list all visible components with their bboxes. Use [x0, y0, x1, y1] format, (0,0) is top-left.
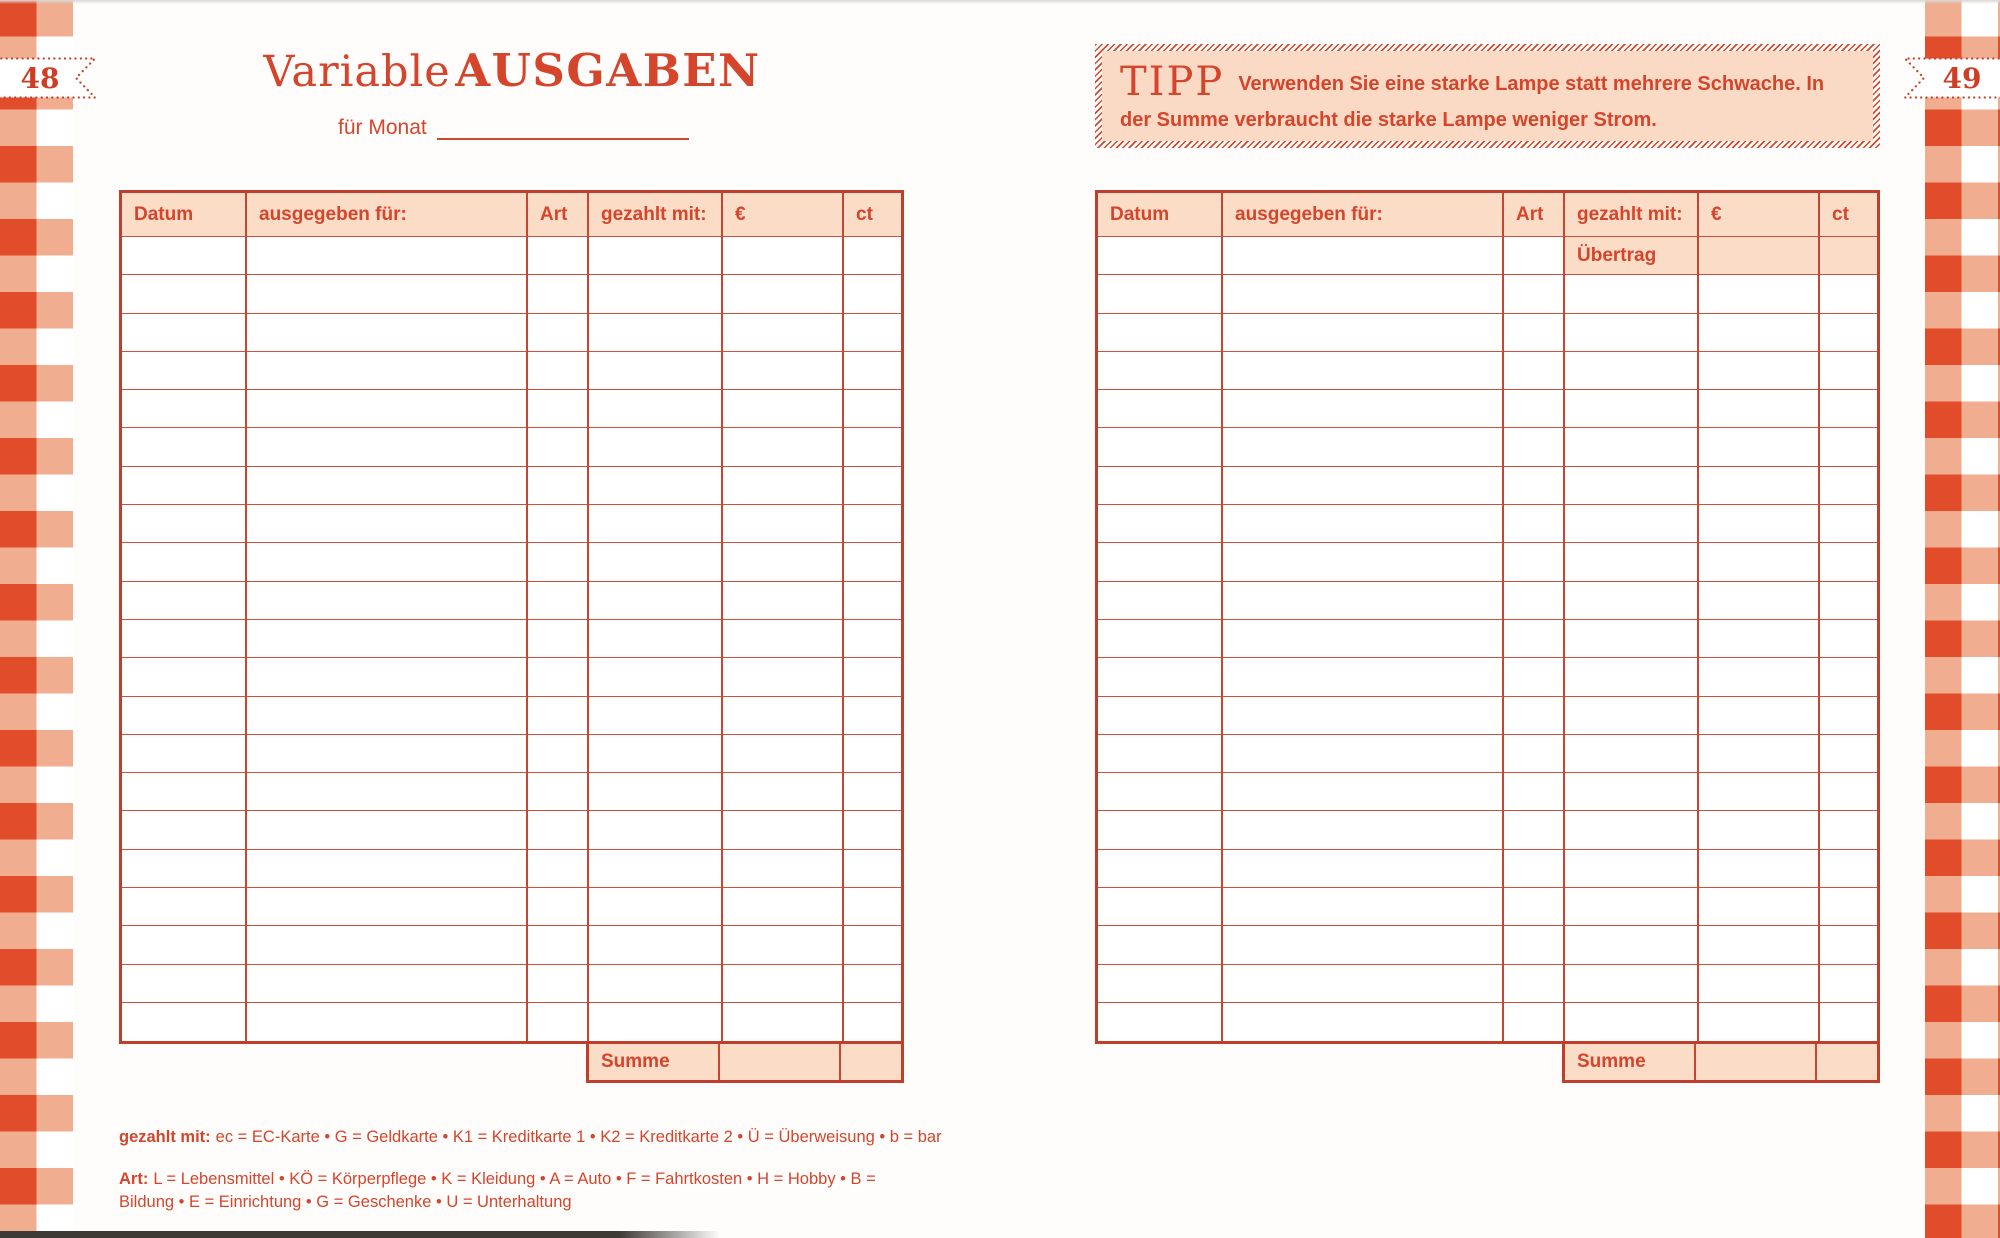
table-cell[interactable]: [589, 275, 723, 313]
table-cell[interactable]: [1504, 811, 1565, 849]
tip-label: TIPP: [1120, 59, 1225, 105]
table-cell[interactable]: [589, 620, 723, 658]
expense-table-right: [1095, 190, 1880, 1044]
table-cell[interactable]: [1504, 314, 1565, 352]
table-cell[interactable]: [1504, 390, 1565, 428]
table-cell[interactable]: [247, 888, 528, 926]
table-cell[interactable]: [1098, 773, 1223, 811]
table-cell[interactable]: [723, 352, 844, 390]
table-cell[interactable]: [1098, 467, 1223, 505]
table-cell[interactable]: [1565, 543, 1699, 581]
table-cell[interactable]: [247, 697, 528, 735]
table-cell[interactable]: [528, 620, 589, 658]
table-cell[interactable]: [528, 965, 589, 1003]
table-cell[interactable]: [247, 582, 528, 620]
table-cell[interactable]: [723, 620, 844, 658]
table-cell[interactable]: [1098, 926, 1223, 964]
table-cell[interactable]: [1699, 390, 1820, 428]
table-cell[interactable]: [844, 428, 901, 466]
table-cell[interactable]: [1565, 811, 1699, 849]
summe-row-right: [1562, 1041, 1880, 1083]
table-cell[interactable]: [247, 505, 528, 543]
table-cell[interactable]: [1565, 390, 1699, 428]
table-cell[interactable]: [247, 314, 528, 352]
table-cell[interactable]: [247, 275, 528, 313]
table-cell[interactable]: [1699, 543, 1820, 581]
column-header: ct: [844, 193, 901, 237]
expense-table-left: [119, 190, 904, 1044]
table-cell[interactable]: [1699, 697, 1820, 735]
table-cell[interactable]: [844, 314, 901, 352]
table-cell[interactable]: [1098, 543, 1223, 581]
table-cell[interactable]: [1098, 658, 1223, 696]
table-cell[interactable]: [1565, 773, 1699, 811]
table-cell[interactable]: [528, 314, 589, 352]
table-cell[interactable]: [1565, 582, 1699, 620]
table-cell[interactable]: [122, 428, 247, 466]
table-cell[interactable]: [528, 543, 589, 581]
table-cell[interactable]: [589, 658, 723, 696]
table-cell[interactable]: [589, 428, 723, 466]
table-cell[interactable]: [1098, 1003, 1223, 1041]
table-cell[interactable]: [1223, 773, 1504, 811]
page-title-bold: AUSGABEN: [455, 44, 761, 97]
table-cell[interactable]: [528, 850, 589, 888]
table-cell[interactable]: [122, 237, 247, 275]
table-cell[interactable]: [1223, 467, 1504, 505]
table-cell[interactable]: [1223, 352, 1504, 390]
column-header: €: [1699, 193, 1820, 237]
table-cell[interactable]: [1565, 428, 1699, 466]
table-cell[interactable]: [1820, 965, 1877, 1003]
table-cell[interactable]: [589, 773, 723, 811]
table-cell[interactable]: [589, 850, 723, 888]
table-cell[interactable]: [723, 505, 844, 543]
summe-label: Summe: [1565, 1044, 1696, 1080]
table-cell[interactable]: [844, 735, 901, 773]
summe-cent-cell[interactable]: [1817, 1044, 1877, 1080]
table-cell[interactable]: [1565, 850, 1699, 888]
table-cell[interactable]: [1820, 658, 1877, 696]
table-cell[interactable]: [122, 965, 247, 1003]
table-cell[interactable]: [528, 888, 589, 926]
table-cell[interactable]: [1820, 543, 1877, 581]
page-number-ribbon-right: [1902, 57, 2000, 99]
table-cell[interactable]: [528, 1003, 589, 1041]
table-cell[interactable]: [1504, 773, 1565, 811]
table-cell[interactable]: [844, 390, 901, 428]
table-cell[interactable]: [122, 697, 247, 735]
table-cell[interactable]: [723, 888, 844, 926]
page-number-right: 49: [1942, 62, 1982, 95]
table-cell[interactable]: [1820, 505, 1877, 543]
table-cell[interactable]: [844, 1003, 901, 1041]
table-cell[interactable]: [589, 314, 723, 352]
table-cell[interactable]: [247, 811, 528, 849]
table-cell[interactable]: [1098, 352, 1223, 390]
table-cell[interactable]: [1098, 697, 1223, 735]
column-header: ausgegeben für:: [247, 193, 528, 237]
table-cell[interactable]: [1223, 1003, 1504, 1041]
table-cell[interactable]: [1565, 965, 1699, 1003]
table-cell[interactable]: [589, 237, 723, 275]
tip-text: Verwenden Sie eine starke Lampe statt mehrere Schwache. In der Summe verbraucht die starke Lampe weniger Strom.: [1120, 73, 1825, 131]
table-cell[interactable]: [723, 582, 844, 620]
table-cell[interactable]: [528, 352, 589, 390]
gingham-border-left: [0, 0, 73, 1238]
table-cell[interactable]: [1504, 237, 1565, 275]
table-cell[interactable]: [528, 773, 589, 811]
month-input-line[interactable]: [437, 112, 689, 140]
table-cell[interactable]: [844, 965, 901, 1003]
table-cell[interactable]: [844, 850, 901, 888]
table-cell[interactable]: [1223, 543, 1504, 581]
table-cell[interactable]: [1699, 275, 1820, 313]
table-cell[interactable]: [1699, 811, 1820, 849]
table-cell[interactable]: [723, 658, 844, 696]
table-cell[interactable]: [528, 582, 589, 620]
table-cell[interactable]: [844, 505, 901, 543]
table-cell[interactable]: [723, 850, 844, 888]
table-cell[interactable]: [528, 505, 589, 543]
column-header: Datum: [122, 193, 247, 237]
table-cell[interactable]: [1504, 505, 1565, 543]
column-header: gezahlt mit:: [589, 193, 723, 237]
table-cell[interactable]: [528, 811, 589, 849]
page-number-left: 48: [20, 62, 60, 95]
table-cell[interactable]: [122, 620, 247, 658]
table-cell[interactable]: [723, 926, 844, 964]
legend-art: [119, 1168, 884, 1214]
table-cell[interactable]: [1504, 352, 1565, 390]
table-cell[interactable]: [122, 582, 247, 620]
table-cell[interactable]: [1820, 582, 1877, 620]
table-cell[interactable]: [122, 658, 247, 696]
page-number-ribbon-left: [0, 57, 98, 99]
table-cell[interactable]: [122, 773, 247, 811]
table-cell[interactable]: [1565, 697, 1699, 735]
column-header: gezahlt mit:: [1565, 193, 1699, 237]
table-cell[interactable]: [122, 811, 247, 849]
table-cell[interactable]: [247, 658, 528, 696]
table-cell[interactable]: [844, 275, 901, 313]
table-cell[interactable]: [723, 697, 844, 735]
table-cell[interactable]: [723, 1003, 844, 1041]
table-cell[interactable]: [1820, 850, 1877, 888]
table-cell[interactable]: [1565, 1003, 1699, 1041]
table-cell[interactable]: [1699, 965, 1820, 1003]
table-cell[interactable]: [589, 888, 723, 926]
table-cell[interactable]: [1699, 314, 1820, 352]
column-header: ct: [1820, 193, 1877, 237]
table-cell[interactable]: [247, 390, 528, 428]
table-cell[interactable]: [1820, 773, 1877, 811]
table-cell[interactable]: [1223, 314, 1504, 352]
month-row: [338, 112, 689, 140]
column-header: Art: [1504, 193, 1565, 237]
table-cell[interactable]: [844, 582, 901, 620]
tip-box: [1095, 44, 1880, 148]
table-cell[interactable]: [247, 543, 528, 581]
table-cell[interactable]: [122, 888, 247, 926]
table-cell[interactable]: [1223, 850, 1504, 888]
table-cell[interactable]: [1098, 237, 1223, 275]
table-cell[interactable]: [1098, 275, 1223, 313]
table-cell[interactable]: [723, 275, 844, 313]
table-cell[interactable]: [122, 850, 247, 888]
summe-euro-cell[interactable]: [720, 1044, 841, 1080]
table-cell[interactable]: [247, 773, 528, 811]
table-cell[interactable]: [589, 926, 723, 964]
table-cell[interactable]: [1098, 390, 1223, 428]
table-cell[interactable]: [589, 505, 723, 543]
table-cell[interactable]: [1223, 237, 1504, 275]
table-cell[interactable]: [1504, 275, 1565, 313]
table-cell[interactable]: [1699, 467, 1820, 505]
table-cell[interactable]: [1699, 582, 1820, 620]
table-cell[interactable]: [122, 467, 247, 505]
table-cell[interactable]: [589, 467, 723, 505]
table-cell[interactable]: [1699, 1003, 1820, 1041]
table-cell[interactable]: [1223, 428, 1504, 466]
table-cell[interactable]: [1223, 888, 1504, 926]
table-cell[interactable]: [1699, 237, 1820, 275]
table-cell[interactable]: [1699, 620, 1820, 658]
table-cell[interactable]: [1098, 965, 1223, 1003]
table-cell[interactable]: [589, 543, 723, 581]
table-cell[interactable]: [1223, 505, 1504, 543]
table-cell[interactable]: [247, 1003, 528, 1041]
table-cell[interactable]: [1223, 390, 1504, 428]
page-title: [119, 44, 905, 97]
table-cell[interactable]: [1565, 926, 1699, 964]
table-cell[interactable]: [122, 543, 247, 581]
table-cell[interactable]: [122, 352, 247, 390]
table-cell[interactable]: [1098, 314, 1223, 352]
table-cell[interactable]: [1504, 1003, 1565, 1041]
table-cell[interactable]: [122, 314, 247, 352]
table-cell[interactable]: [247, 620, 528, 658]
table-cell[interactable]: [528, 697, 589, 735]
table-cell[interactable]: [528, 390, 589, 428]
table-cell[interactable]: [1820, 275, 1877, 313]
legend-art-items: L = Lebensmittel • KÖ = Körperpflege • K = Kleidung • A = Auto • F = Fahrtkosten • H = Hobby • B = Bildung • E = Einrichtung • G = Geschenke • U = Unterhaltung: [119, 1170, 876, 1211]
column-header: ausgegeben für:: [1223, 193, 1504, 237]
table-cell[interactable]: [589, 352, 723, 390]
scan-edge-top: [0, 0, 2000, 4]
table-cell[interactable]: [844, 926, 901, 964]
table-cell[interactable]: [1504, 543, 1565, 581]
table-cell[interactable]: [528, 237, 589, 275]
table-cell[interactable]: [1565, 620, 1699, 658]
table-cell[interactable]: [1098, 505, 1223, 543]
table-cell[interactable]: [1820, 428, 1877, 466]
table-cell[interactable]: [1098, 888, 1223, 926]
column-header: Datum: [1098, 193, 1223, 237]
table-cell[interactable]: [1098, 428, 1223, 466]
table-cell[interactable]: [528, 275, 589, 313]
table-cell[interactable]: [1699, 926, 1820, 964]
table-cell[interactable]: [1820, 390, 1877, 428]
table-cell[interactable]: [1820, 1003, 1877, 1041]
column-header: Art: [528, 193, 589, 237]
table-cell[interactable]: [1504, 926, 1565, 964]
table-cell[interactable]: [844, 697, 901, 735]
table-cell[interactable]: [528, 428, 589, 466]
table-cell[interactable]: [247, 352, 528, 390]
table-cell[interactable]: [844, 237, 901, 275]
table-cell[interactable]: [1699, 850, 1820, 888]
table-cell[interactable]: [1820, 735, 1877, 773]
table-cell[interactable]: [1223, 582, 1504, 620]
table-cell[interactable]: [1223, 735, 1504, 773]
table-cell[interactable]: [247, 237, 528, 275]
table-cell[interactable]: [1699, 773, 1820, 811]
table-cell[interactable]: [1223, 658, 1504, 696]
page-title-light: Variable: [263, 47, 451, 97]
table-cell[interactable]: [1699, 352, 1820, 390]
table-cell[interactable]: [723, 314, 844, 352]
table-cell[interactable]: [1565, 505, 1699, 543]
table-cell[interactable]: [1223, 926, 1504, 964]
table-cell[interactable]: [723, 965, 844, 1003]
table-cell[interactable]: [1504, 428, 1565, 466]
table-cell[interactable]: [844, 888, 901, 926]
summe-euro-cell[interactable]: [1696, 1044, 1817, 1080]
column-header: €: [723, 193, 844, 237]
table-cell[interactable]: [528, 467, 589, 505]
table-cell[interactable]: [844, 773, 901, 811]
table-cell[interactable]: [723, 543, 844, 581]
table-cell[interactable]: [589, 735, 723, 773]
table-cell[interactable]: [528, 658, 589, 696]
table-cell[interactable]: [844, 467, 901, 505]
table-cell[interactable]: [1504, 467, 1565, 505]
table-cell[interactable]: [723, 735, 844, 773]
table-cell[interactable]: [1504, 735, 1565, 773]
table-cell[interactable]: [1565, 735, 1699, 773]
table-cell[interactable]: [1565, 467, 1699, 505]
table-cell[interactable]: [247, 850, 528, 888]
table-cell[interactable]: [844, 352, 901, 390]
table-cell[interactable]: [844, 658, 901, 696]
table-cell[interactable]: [589, 697, 723, 735]
summe-row-left: [586, 1041, 904, 1083]
table-cell[interactable]: [1098, 582, 1223, 620]
table-cell[interactable]: [1565, 314, 1699, 352]
table-cell[interactable]: [247, 735, 528, 773]
table-cell[interactable]: [1699, 428, 1820, 466]
table-cell[interactable]: [589, 965, 723, 1003]
table-cell[interactable]: [1820, 620, 1877, 658]
table-cell[interactable]: [844, 811, 901, 849]
table-cell[interactable]: [1699, 888, 1820, 926]
table-cell[interactable]: [1504, 620, 1565, 658]
table-cell[interactable]: [1699, 735, 1820, 773]
table-cell[interactable]: [589, 1003, 723, 1041]
table-cell[interactable]: [1820, 352, 1877, 390]
table-cell[interactable]: [1820, 926, 1877, 964]
table-cell[interactable]: [247, 467, 528, 505]
table-cell[interactable]: [1223, 697, 1504, 735]
table-cell[interactable]: [1223, 275, 1504, 313]
table-cell[interactable]: [122, 1003, 247, 1041]
table-cell[interactable]: [844, 543, 901, 581]
table-cell[interactable]: [1098, 850, 1223, 888]
table-cell[interactable]: [1565, 352, 1699, 390]
table-cell[interactable]: [122, 505, 247, 543]
summe-label: Summe: [589, 1044, 720, 1080]
table-cell[interactable]: [1699, 505, 1820, 543]
table-cell[interactable]: [1565, 658, 1699, 696]
table-cell[interactable]: [1565, 888, 1699, 926]
table-cell[interactable]: [1098, 620, 1223, 658]
uebertrag-cell: Übertrag: [1565, 237, 1699, 275]
table-cell[interactable]: [1820, 811, 1877, 849]
table-cell[interactable]: [1098, 735, 1223, 773]
table-cell[interactable]: [589, 811, 723, 849]
table-cell[interactable]: [1820, 467, 1877, 505]
legend-art-label: Art:: [119, 1170, 149, 1188]
table-cell[interactable]: [528, 735, 589, 773]
table-cell[interactable]: [247, 428, 528, 466]
table-cell[interactable]: [1699, 658, 1820, 696]
table-cell[interactable]: [1820, 697, 1877, 735]
table-cell[interactable]: [723, 237, 844, 275]
table-cell[interactable]: [844, 620, 901, 658]
table-cell[interactable]: [723, 773, 844, 811]
table-cell[interactable]: [1223, 620, 1504, 658]
table-cell[interactable]: [247, 965, 528, 1003]
table-cell[interactable]: [1504, 888, 1565, 926]
table-cell[interactable]: [1504, 582, 1565, 620]
table-cell[interactable]: [1820, 314, 1877, 352]
table-cell[interactable]: [1504, 850, 1565, 888]
table-cell[interactable]: [723, 390, 844, 428]
table-cell[interactable]: [1504, 697, 1565, 735]
table-cell[interactable]: [122, 735, 247, 773]
table-cell[interactable]: [122, 926, 247, 964]
table-cell[interactable]: [1098, 811, 1223, 849]
summe-cent-cell[interactable]: [841, 1044, 901, 1080]
table-cell[interactable]: [1820, 237, 1877, 275]
gingham-border-right: [1925, 0, 2000, 1238]
table-cell[interactable]: [1565, 275, 1699, 313]
table-cell[interactable]: [723, 811, 844, 849]
table-cell[interactable]: [122, 275, 247, 313]
month-label: für Monat: [338, 116, 427, 139]
table-cell[interactable]: [122, 390, 247, 428]
table-cell[interactable]: [589, 390, 723, 428]
table-cell[interactable]: [723, 428, 844, 466]
table-cell[interactable]: [528, 926, 589, 964]
table-cell[interactable]: [1504, 965, 1565, 1003]
table-cell[interactable]: [247, 926, 528, 964]
table-cell[interactable]: [1223, 811, 1504, 849]
scan-edge-bottom: [0, 1231, 720, 1238]
legend-payment-label: gezahlt mit:: [119, 1128, 211, 1146]
legend-payment: [119, 1126, 942, 1149]
legend-payment-items: ec = EC-Karte • G = Geldkarte • K1 = Kreditkarte 1 • K2 = Kreditkarte 2 • Ü = Überweisung • b = bar: [215, 1128, 942, 1146]
table-cell[interactable]: [1504, 658, 1565, 696]
table-cell[interactable]: [723, 467, 844, 505]
table-cell[interactable]: [589, 582, 723, 620]
table-cell[interactable]: [1820, 888, 1877, 926]
table-cell[interactable]: [1223, 965, 1504, 1003]
